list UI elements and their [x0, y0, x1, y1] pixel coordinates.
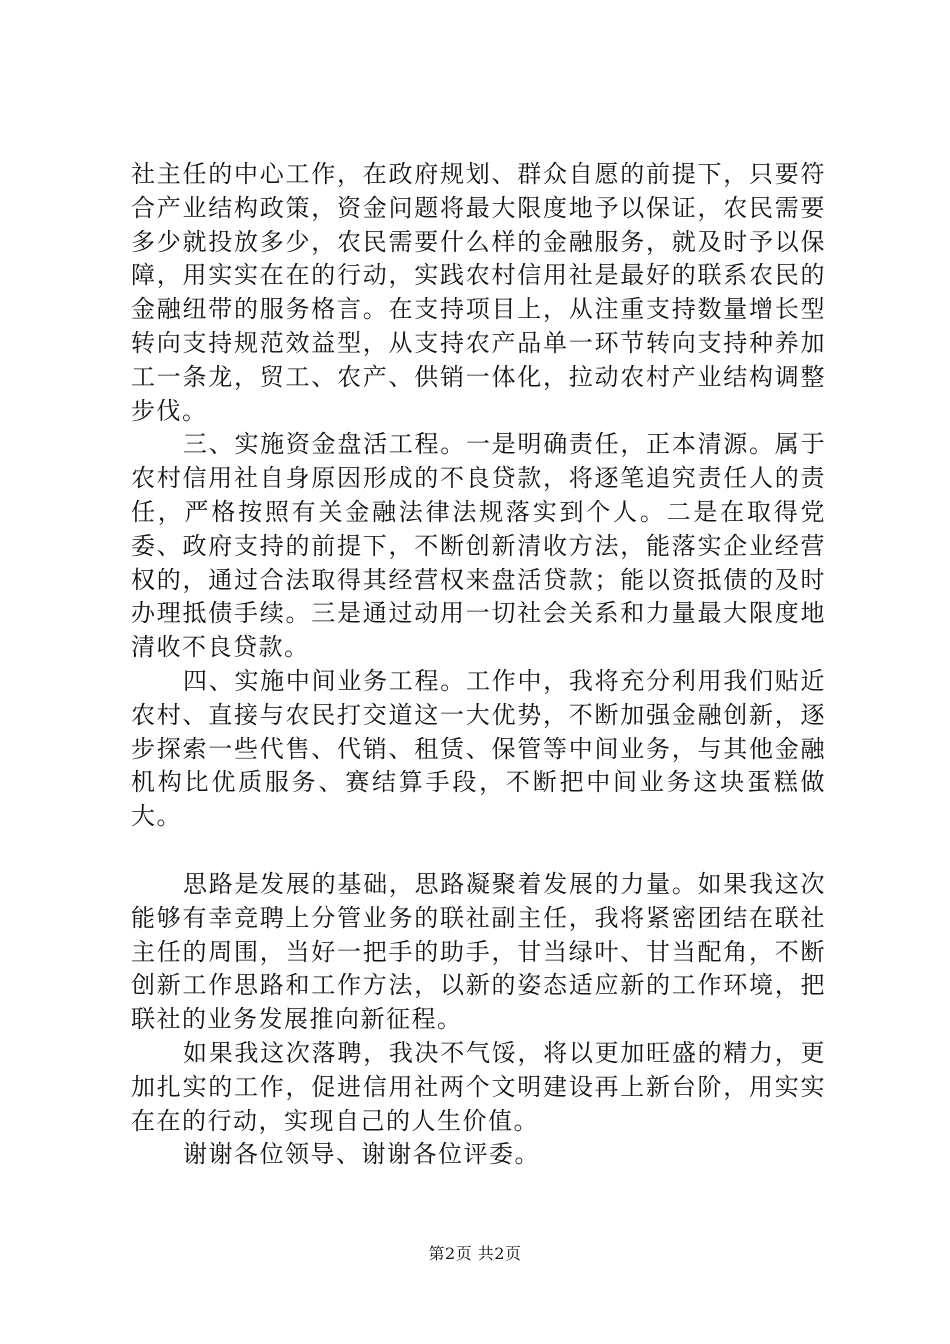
paragraph-continuation: 社主任的中心工作，在政府规划、群众自愿的前提下，只要符合产业结构政策，资金问题将最大限度地予以保证，农民需要多少就投放多少，农民需要什么样的金融服务，就及时予以保障，用实实在在的行动，实践农村信用社是最好的联系农民的金融纽带的服务格言。在支持项目上，从注重支持数量增长型转向支持规范效益型，从支持农产品单一环节转向支持种养加工一条龙，贸工、农产、供销一体化，拉动农村产业结构调整步伐。 — [131, 160, 826, 425]
paragraph-if-not-selected: 如果我这次落聘，我决不气馁，将以更加旺盛的精力，更加扎实的工作，促进信用社两个文明建设再上新台阶，用实实在在的行动，实现自己的人生价值。 — [131, 1038, 826, 1135]
paragraph-intermediary-business: 四、实施中间业务工程。工作中，我将充分利用我们贴近农村、直接与农民打交道这一大优势，不断加强金融创新，逐步探索一些代售、代销、租赁、保管等中间业务，与其他金融机构比优质服务、赛结算手段，不断把中间业务这块蛋糕做大。 — [131, 666, 826, 831]
paragraph-thanks: 谢谢各位领导、谢谢各位评委。 — [183, 1140, 540, 1169]
paragraph-development-ideas: 思路是发展的基础，思路凝聚着发展的力量。如果我这次能够有幸竞聘上分管业务的联社副主任，我将紧密团结在联社主任的周围，当好一把手的助手，甘当绿叶、甘当配角，不断创新工作思路和工作方法，以新的姿态适应新的工作环境，把联社的业务发展推向新征程。 — [131, 869, 826, 1034]
document-body — [131, 158, 826, 1172]
paragraph-fund-revitalization: 三、实施资金盘活工程。一是明确责任，正本清源。属于农村信用社自身原因形成的不良贷款，将逐笔追究责任人的责任，严格按照有关金融法律法规落实到个人。二是在取得党委、政府支持的前提下，不断创新清收方法，能落实企业经营权的，通过合法取得其经营权来盘活贷款；能以资抵债的及时办理抵债手续。三是通过动用一切社会关系和力量最大限度地清收不良贷款。 — [131, 430, 826, 662]
page-number-footer: 第2页 共2页 — [428, 1244, 522, 1263]
